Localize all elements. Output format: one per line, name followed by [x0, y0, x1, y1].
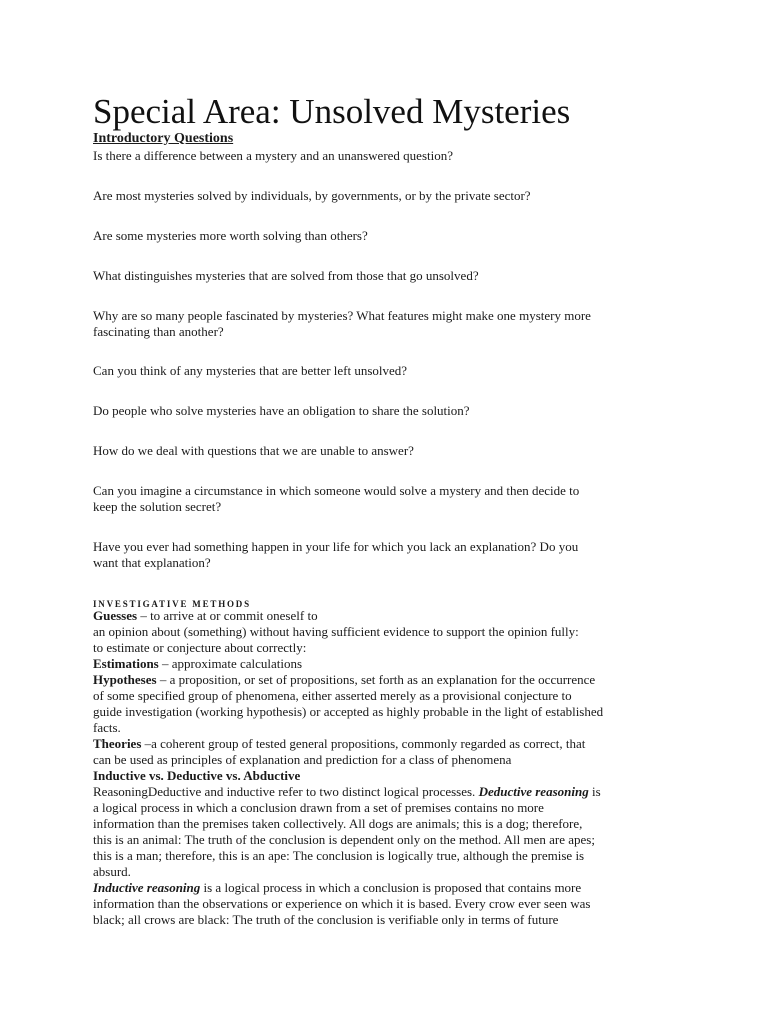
body-text-run: information than the premises taken collectively. All dogs are animals; this is a dog; therefore, [93, 816, 583, 831]
body-line [93, 624, 683, 640]
question-text: Is there a difference between a mystery and an unanswered question? [93, 148, 453, 163]
question-text: Do people who solve mysteries have an obligation to share the solution? [93, 403, 470, 418]
question-text: Have you ever had something happen in your life for which you lack an explanation? Do you [93, 539, 579, 554]
section-heading: INVESTIGATIVE METHODS [93, 599, 251, 609]
body-line [93, 656, 683, 672]
body-line [93, 688, 683, 704]
body-line [93, 720, 683, 736]
question-item [93, 363, 683, 379]
question-text: Are most mysteries solved by individuals, by governments, or by the private sector? [93, 188, 531, 203]
question-text: fascinating than another? [93, 324, 224, 339]
body-text-run: can be used as principles of explanation and prediction for a class of phenomena [93, 752, 512, 767]
body-text-run: this is an animal: The truth of the conclusion is dependent only on the method. All men are apes; [93, 832, 595, 847]
body-text-run: information than the observations or experience on which it is based. Every crow ever seen was [93, 896, 591, 911]
body-line [93, 672, 683, 688]
body-line [93, 816, 683, 832]
term-label: Guesses [93, 608, 138, 623]
question-text: want that explanation? [93, 555, 211, 570]
body-line [93, 896, 683, 912]
question-text: Can you imagine a circumstance in which someone would solve a mystery and then decide to [93, 483, 580, 498]
body-text-run: absurd. [93, 864, 131, 879]
question-item [93, 268, 683, 284]
term-label: Estimations [93, 656, 159, 671]
body-text-run: an opinion about (something) without having sufficient evidence to support the opinion fully: [93, 624, 579, 639]
body-text-run: –a coherent group of tested general propositions, commonly regarded as correct, that [141, 736, 586, 751]
body-line [93, 800, 683, 816]
body-line [93, 640, 683, 656]
question-item [93, 443, 683, 459]
body-text-run: black; all crows are black: The truth of the conclusion is verifiable only in terms of future [93, 912, 559, 927]
body-text-run: guide investigation (working hypothesis) or accepted as highly probable in the light of established [93, 704, 604, 719]
body-line [93, 704, 683, 720]
body-line [93, 912, 683, 928]
question-item [93, 308, 683, 340]
question-item [93, 148, 683, 164]
body-text-run: facts. [93, 720, 121, 735]
body-line [93, 832, 683, 848]
body-text-run: is a logical process in which a conclusion is proposed that contains more [200, 880, 582, 895]
question-item [93, 228, 683, 244]
body-text-run: – to arrive at or commit oneself to [137, 608, 318, 623]
body-line [93, 768, 683, 784]
question-text: How do we deal with questions that we are unable to answer? [93, 443, 414, 458]
question-item [93, 403, 683, 419]
body-line [93, 608, 683, 624]
term-label: Hypotheses [93, 672, 157, 687]
emphasized-term: Deductive reasoning [478, 784, 589, 799]
body-line [93, 880, 683, 896]
question-text: Why are so many people fascinated by mysteries? What features might make one mystery more [93, 308, 591, 323]
question-item [93, 483, 683, 515]
body-text-run: – approximate calculations [158, 656, 303, 671]
body-text-run: ReasoningDeductive and inductive refer to two distinct logical processes. [93, 784, 479, 799]
body-line [93, 864, 683, 880]
body-text-run: a logical process in which a conclusion drawn from a set of premises contains no more [93, 800, 544, 815]
emphasized-term: Inductive reasoning [93, 880, 201, 895]
methods-body [93, 608, 683, 928]
question-text: keep the solution secret? [93, 499, 222, 514]
body-text-run: is [588, 784, 601, 799]
question-item [93, 539, 683, 571]
term-label: Inductive vs. Deductive vs. Abductive [93, 768, 301, 783]
body-line [93, 736, 683, 752]
question-text: Can you think of any mysteries that are better left unsolved? [93, 363, 408, 378]
body-line [93, 752, 683, 768]
question-text: Are some mysteries more worth solving than others? [93, 228, 368, 243]
term-label: Theories [93, 736, 142, 751]
body-text-run: this is a man; therefore, this is an ape: The conclusion is logically true, although the premise is [93, 848, 585, 863]
question-item [93, 188, 683, 204]
body-text-run: of some specified group of phenomena, either asserted merely as a provisional conjecture to [93, 688, 572, 703]
body-text-run: – a proposition, or set of propositions, set forth as an explanation for the occurrence [156, 672, 596, 687]
question-text: What distinguishes mysteries that are solved from those that go unsolved? [93, 268, 479, 283]
page-title: Special Area: Unsolved Mysteries [93, 92, 571, 131]
body-line [93, 784, 683, 800]
body-line [93, 848, 683, 864]
body-text-run: to estimate or conjecture about correctly: [93, 640, 307, 655]
intro-heading: Introductory Questions [93, 131, 234, 146]
